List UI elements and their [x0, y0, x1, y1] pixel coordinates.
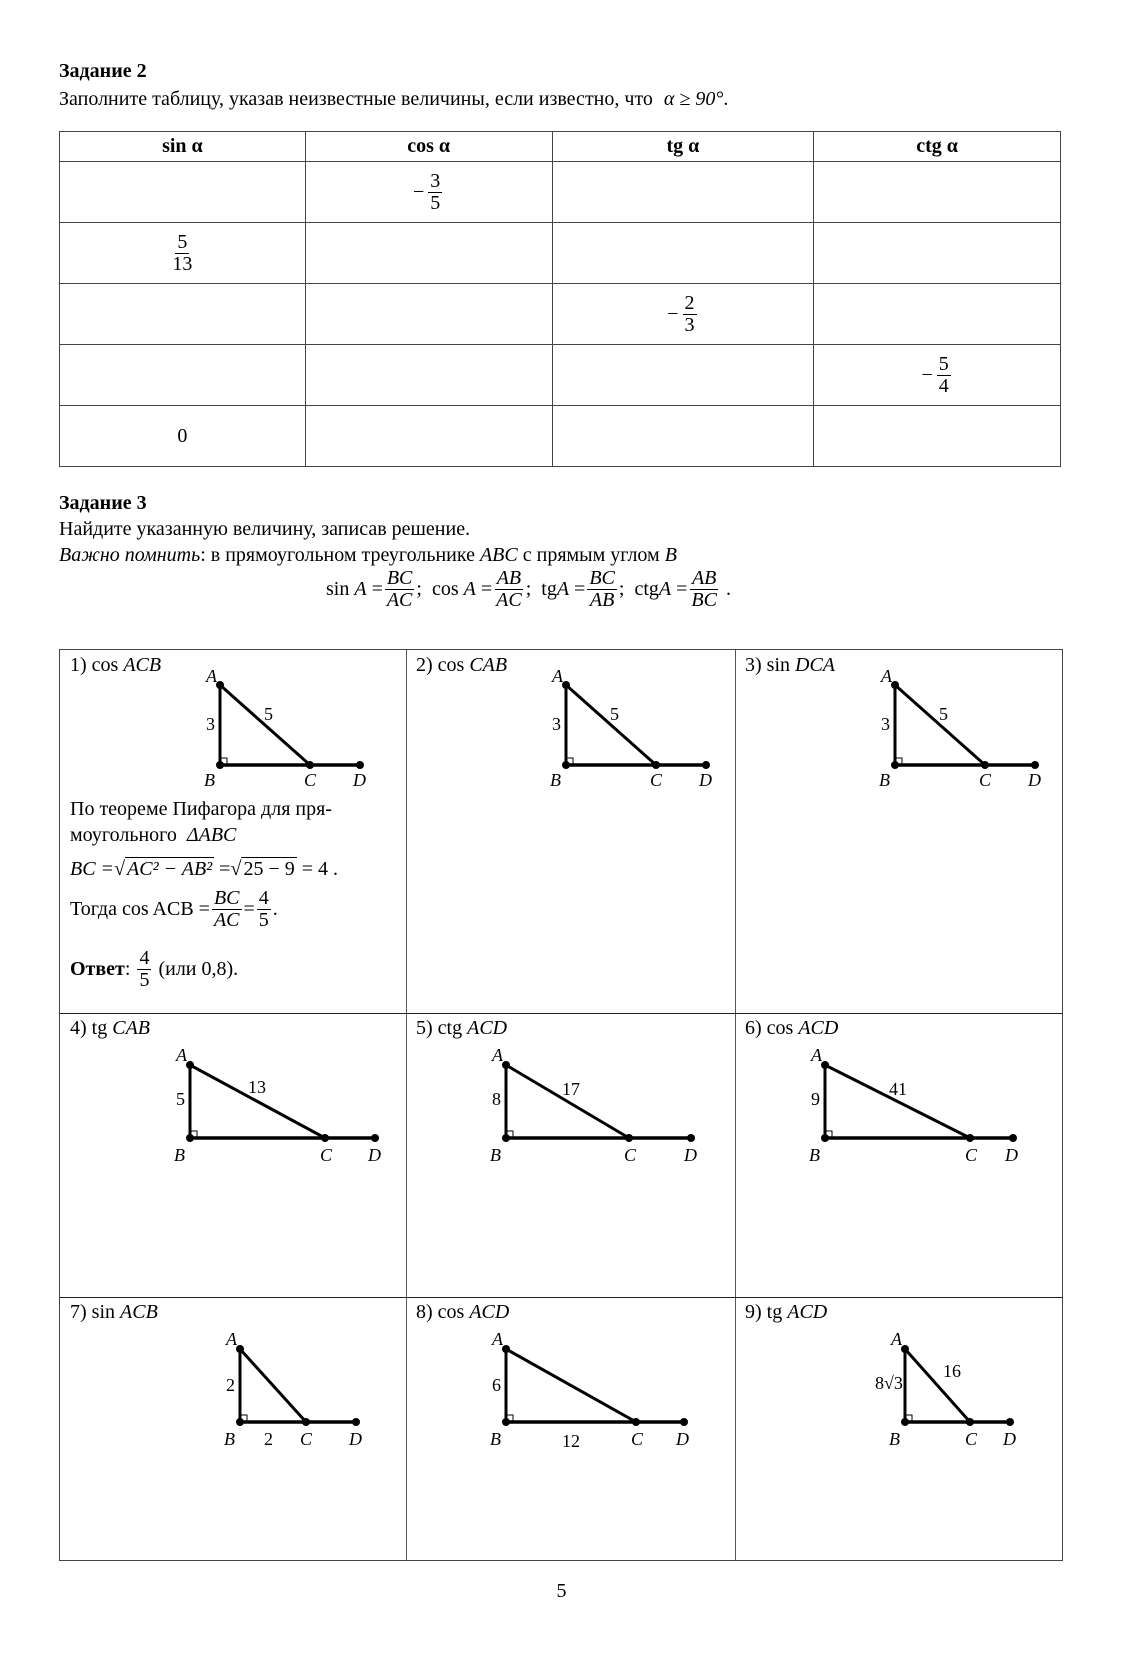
svg-text:A: A — [811, 1045, 822, 1065]
svg-text:D: D — [684, 1145, 697, 1163]
problem-label: 2) cos CAB — [416, 654, 508, 676]
task2-instruction — [59, 88, 728, 111]
problem-cell-2[interactable] — [406, 650, 735, 1013]
svg-text:D: D — [353, 770, 366, 788]
svg-text:A: A — [881, 666, 892, 686]
svg-text:B: B — [889, 1429, 900, 1447]
cell-tg-empty[interactable] — [552, 162, 814, 223]
svg-text:B: B — [550, 770, 561, 788]
cell-ctg-empty[interactable] — [814, 223, 1061, 284]
svg-text:C: C — [631, 1429, 644, 1447]
svg-text:13: 13 — [248, 1077, 266, 1097]
fraction: $\frac{BC}{AC}$ — [386, 567, 413, 611]
svg-text:B: B — [809, 1145, 820, 1163]
problem-label: 5) ctg ACD — [416, 1017, 508, 1039]
svg-text:C: C — [320, 1145, 333, 1163]
svg-text:8√3: 8√3 — [875, 1373, 903, 1393]
svg-text:41: 41 — [889, 1079, 907, 1099]
cell-cos-empty[interactable] — [305, 223, 552, 284]
cell-cos-given: − $\frac{3}{5}$ — [305, 162, 552, 223]
svg-text:B: B — [204, 770, 215, 788]
problem-cell-4[interactable] — [60, 1013, 406, 1297]
triangle-diagram — [210, 1327, 400, 1447]
svg-text:A: A — [492, 1045, 503, 1065]
svg-text:A: A — [176, 1045, 187, 1065]
cell-tg-empty[interactable] — [552, 406, 814, 467]
svg-text:C: C — [300, 1429, 313, 1447]
cell-sin-given — [60, 223, 306, 284]
triangle-diagram — [476, 1327, 716, 1447]
svg-text:D: D — [1005, 1145, 1018, 1163]
cell-sin-empty[interactable] — [60, 345, 306, 406]
svg-text:D: D — [368, 1145, 381, 1163]
trig-table-header — [60, 132, 1061, 162]
page-number: 5 — [556, 1580, 567, 1602]
svg-text:16: 16 — [943, 1361, 961, 1381]
problems-grid — [59, 649, 1063, 1561]
problem-label: 7) sin ACB — [70, 1301, 158, 1323]
fraction: $\frac{AB}{AC}$ — [496, 567, 522, 611]
cell-tg-given: − $\frac{2}{3}$ — [552, 284, 814, 345]
svg-text:A: A — [891, 1329, 902, 1349]
problem-cell-3[interactable] — [735, 650, 1064, 1013]
svg-text:12: 12 — [562, 1431, 580, 1447]
problem-cell-7[interactable] — [60, 1297, 406, 1562]
triangle-diagram — [865, 658, 1065, 788]
fraction: $\frac{3}{5}$ — [430, 169, 441, 214]
header-tg: tg α — [552, 132, 814, 162]
svg-text:D: D — [1028, 770, 1041, 788]
svg-text:8: 8 — [492, 1089, 501, 1109]
cell-ctg-given: − $\frac{5}{4}$ — [814, 345, 1061, 406]
table-row — [60, 223, 1061, 284]
svg-text:B: B — [490, 1429, 501, 1447]
fraction: $\frac{2}{3}$ — [684, 291, 695, 336]
svg-text:2: 2 — [264, 1429, 273, 1447]
svg-text:17: 17 — [562, 1079, 580, 1099]
cell-sin-empty[interactable] — [60, 284, 306, 345]
task2-condition-end: . — [723, 88, 729, 110]
svg-text:D: D — [1003, 1429, 1016, 1447]
svg-text:A: A — [226, 1329, 237, 1349]
svg-text:5: 5 — [264, 704, 273, 724]
cell-ctg-empty[interactable] — [814, 284, 1061, 345]
svg-text:3: 3 — [206, 714, 215, 734]
triangle-diagram — [190, 658, 390, 788]
triangle-diagram — [476, 1043, 716, 1163]
table-row — [60, 406, 1061, 467]
cell-cos-empty[interactable] — [305, 284, 552, 345]
problem-label: 6) cos ACD — [745, 1017, 839, 1039]
svg-text:3: 3 — [552, 714, 561, 734]
svg-text:C: C — [979, 770, 992, 788]
problem-cell-5[interactable] — [406, 1013, 735, 1297]
svg-text:9: 9 — [811, 1089, 820, 1109]
svg-text:3: 3 — [881, 714, 890, 734]
svg-text:C: C — [965, 1145, 978, 1163]
task3-reminder: Важно помнить: в прямоугольном треугольнике ABC с прямым углом B — [59, 544, 677, 566]
fraction: $\frac{BC}{AB}$ — [589, 567, 615, 611]
problem-cell-8[interactable] — [406, 1297, 735, 1562]
problem-cell-9[interactable] — [735, 1297, 1064, 1562]
task3-instruction: Найдите указанную величину, записав решение. — [59, 518, 471, 540]
cell-cos-empty[interactable] — [305, 345, 552, 406]
svg-text:D: D — [699, 770, 712, 788]
problem-label: 3) sin DCA — [745, 654, 836, 676]
fraction: $\frac{5}{13}$ — [172, 230, 193, 275]
cell-ctg-empty[interactable] — [814, 162, 1061, 223]
pythagoras-formula: BC =√ AC² − AB² =√ 25 − 9 = 4 . — [70, 858, 338, 880]
svg-text:D: D — [676, 1429, 689, 1447]
problem-label: 4) tg CAB — [70, 1017, 151, 1039]
svg-text:A: A — [552, 666, 563, 686]
fraction: $\frac{AB}{BC}$ — [691, 567, 717, 611]
svg-text:C: C — [965, 1429, 978, 1447]
cell-cos-empty[interactable] — [305, 406, 552, 467]
problem-label: 9) tg ACD — [745, 1301, 828, 1323]
cell-ctg-empty[interactable] — [814, 406, 1061, 467]
answer: Ответ : $\frac{4}{5}$ (или 0,8). — [70, 947, 239, 991]
cell-sin-empty[interactable] — [60, 162, 306, 223]
triangle-diagram — [875, 1327, 1065, 1447]
svg-text:B: B — [490, 1145, 501, 1163]
svg-text:A: A — [492, 1329, 503, 1349]
trig-formulas: sin A = $\frac{BC}{AC}$ ; cos A = $\frac{AB}{AC}$ ; tg A = $\frac{BC}{AB}$ ; ctg A = $\frac{AB}{BC}$ . — [326, 567, 731, 611]
svg-text:C: C — [304, 770, 317, 788]
header-cos: cos α — [305, 132, 552, 162]
svg-text:C: C — [650, 770, 663, 788]
triangle-diagram — [536, 658, 736, 788]
triangle-diagram — [795, 1043, 1055, 1163]
cell-tg-empty[interactable] — [552, 345, 814, 406]
svg-text:5: 5 — [610, 704, 619, 724]
header-sin: sin α — [60, 132, 306, 162]
svg-text:5: 5 — [939, 704, 948, 724]
task2-instruction-text: Заполните таблицу, указав неизвестные величины, если известно, что — [59, 88, 653, 110]
task2-title: Задание 2 — [59, 60, 147, 82]
header-ctg: ctg α — [814, 132, 1061, 162]
svg-text:B: B — [174, 1145, 185, 1163]
cell-sin-given: 0 — [60, 406, 306, 467]
problem-label: 1) cos ACB — [70, 654, 162, 676]
triangle-diagram — [160, 1043, 400, 1163]
trig-table — [59, 131, 1061, 467]
problem-label: 8) cos ACD — [416, 1301, 510, 1323]
svg-text:B: B — [224, 1429, 235, 1447]
svg-text:A: A — [206, 666, 217, 686]
svg-text:D: D — [349, 1429, 362, 1447]
table-row — [60, 284, 1061, 345]
fraction: $\frac{5}{4}$ — [938, 352, 949, 397]
svg-text:5: 5 — [176, 1089, 185, 1109]
reminder-label: Важно помнить — [59, 544, 201, 566]
svg-text:6: 6 — [492, 1375, 501, 1395]
problem-cell-6[interactable] — [735, 1013, 1064, 1297]
problem-cell-1[interactable]: 1) cos ACB A B C D 3 5 По теореме Пифагора для пря- моугольного ΔABC BC =√ AC² − AB² =√ 25 − 9 = 4 . Тогда cos ACB = $\frac{BC}{AC}$ = $\frac{4}{5}$ . Ответ : $\frac{4}{5}$ (или 0,8). — [60, 650, 406, 1013]
cell-tg-empty[interactable] — [552, 223, 814, 284]
table-row — [60, 162, 1061, 223]
svg-text:B: B — [879, 770, 890, 788]
task3-title: Задание 3 — [59, 492, 147, 514]
svg-text:C: C — [624, 1145, 637, 1163]
svg-text:2: 2 — [226, 1375, 235, 1395]
task2-condition: α ≥ 90° — [663, 88, 724, 110]
table-row — [60, 345, 1061, 406]
